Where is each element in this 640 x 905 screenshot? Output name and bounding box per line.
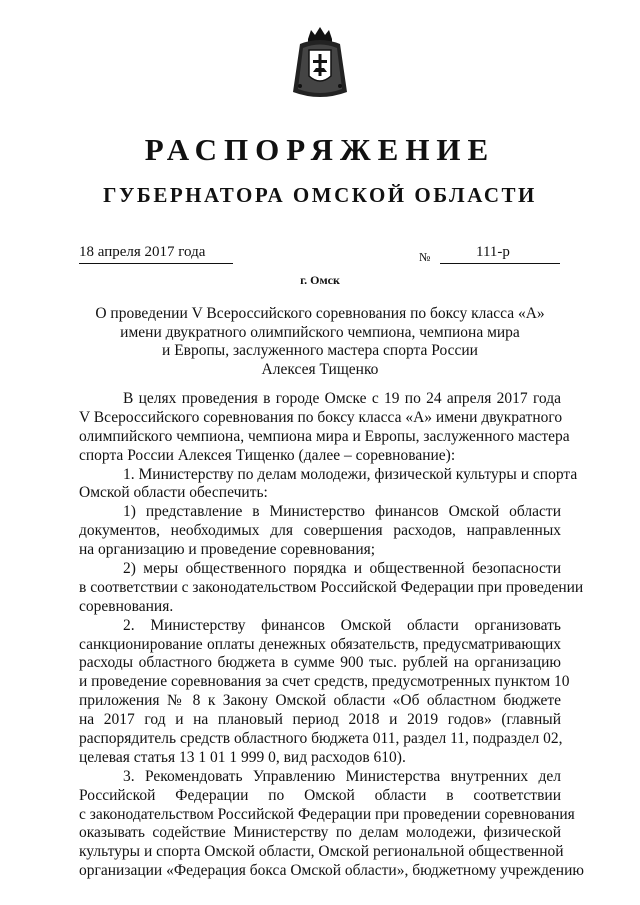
body-line: расходы областного бюджета в сумме 900 тыс. рублей на организацию <box>79 654 561 672</box>
body-line: V Всероссийского соревнования по боксу класса «А» имени двукратного <box>79 408 563 426</box>
body-line: 3. Рекомендовать Управлению Министерства внутренних дел <box>123 767 561 785</box>
document-subtitle: ГУБЕРНАТОРА ОМСКОЙ ОБЛАСТИ <box>103 183 537 207</box>
body-line: документов, необходимых для совершения расходов, направленных <box>79 522 561 540</box>
heading-line: и Европы, заслуженного мастера спорта России <box>162 342 478 359</box>
heading-line: имени двукратного олимпийского чемпиона, чемпиона мира <box>120 323 520 341</box>
body-line: оказывать содействие Министерству по делам молодежи, физической <box>79 824 561 842</box>
document-title: РАСПОРЯЖЕНИЕ <box>144 132 496 167</box>
body-line: на организацию и проведение соревнования; <box>79 541 376 559</box>
body-line: организации «Федерация бокса Омской области», бюджетному учреждению <box>79 862 584 880</box>
body-line: спорта России Алексея Тищенко (далее – соревнование): <box>79 446 456 464</box>
body-line: с законодательством Российской Федерации при проведении соревнования <box>79 805 575 823</box>
body-line: 2) меры общественного порядка и общественной безопасности <box>123 560 561 578</box>
body-line: на 2017 год и на плановый период 2018 и 2019 годов» (главный <box>79 711 561 729</box>
body-line: В целях проведения в городе Омске с 19 по 24 апреля 2017 года <box>123 390 561 407</box>
body-line: 1) представление в Министерство финансов Омской области <box>123 503 561 521</box>
number-sign: № <box>419 250 431 264</box>
heading-line: О проведении V Всероссийского соревнования по боксу класса «А» <box>95 305 545 322</box>
body-line: распорядитель средств областного бюджета 011, раздел 11, подраздел 02, <box>79 730 563 748</box>
body-line: целевая статья 13 1 01 1 999 0, вид расходов 610). <box>79 748 406 766</box>
body-line: и проведение соревнования за счет средств, предусмотренных пунктом 10 <box>79 673 570 691</box>
document-body <box>79 390 584 881</box>
body-line: 2. Министерству финансов Омской области организовать <box>123 616 561 634</box>
body-line: культуры и спорта Омской области, Омской региональной общественной <box>79 843 564 861</box>
body-line: в соответствии с законодательством Российской Федерации при проведении <box>79 578 584 596</box>
omsk-coat-of-arms-icon <box>291 26 349 102</box>
document-heading <box>0 305 640 379</box>
document-date: 18 апреля 2017 года <box>79 244 233 264</box>
document-number: 111-р <box>440 244 560 264</box>
body-line: приложения № 8 к Закону Омской области «Об областном бюджете <box>79 692 561 710</box>
document-city: г. Омск <box>300 273 340 287</box>
body-line: соревнования. <box>79 597 174 615</box>
heading-line: Алексея Тищенко <box>261 360 379 378</box>
body-line: Российской Федерации по Омской области в соответствии <box>79 786 561 804</box>
body-line: 1. Министерству по делам молодежи, физической культуры и спорта <box>123 465 578 483</box>
body-line: санкционирование оплаты денежных обязательств, предусматривающих <box>79 635 561 653</box>
body-line: олимпийского чемпиона, чемпиона мира и Европы, заслуженного мастера <box>79 427 570 445</box>
body-line: Омской области обеспечить: <box>79 484 268 502</box>
